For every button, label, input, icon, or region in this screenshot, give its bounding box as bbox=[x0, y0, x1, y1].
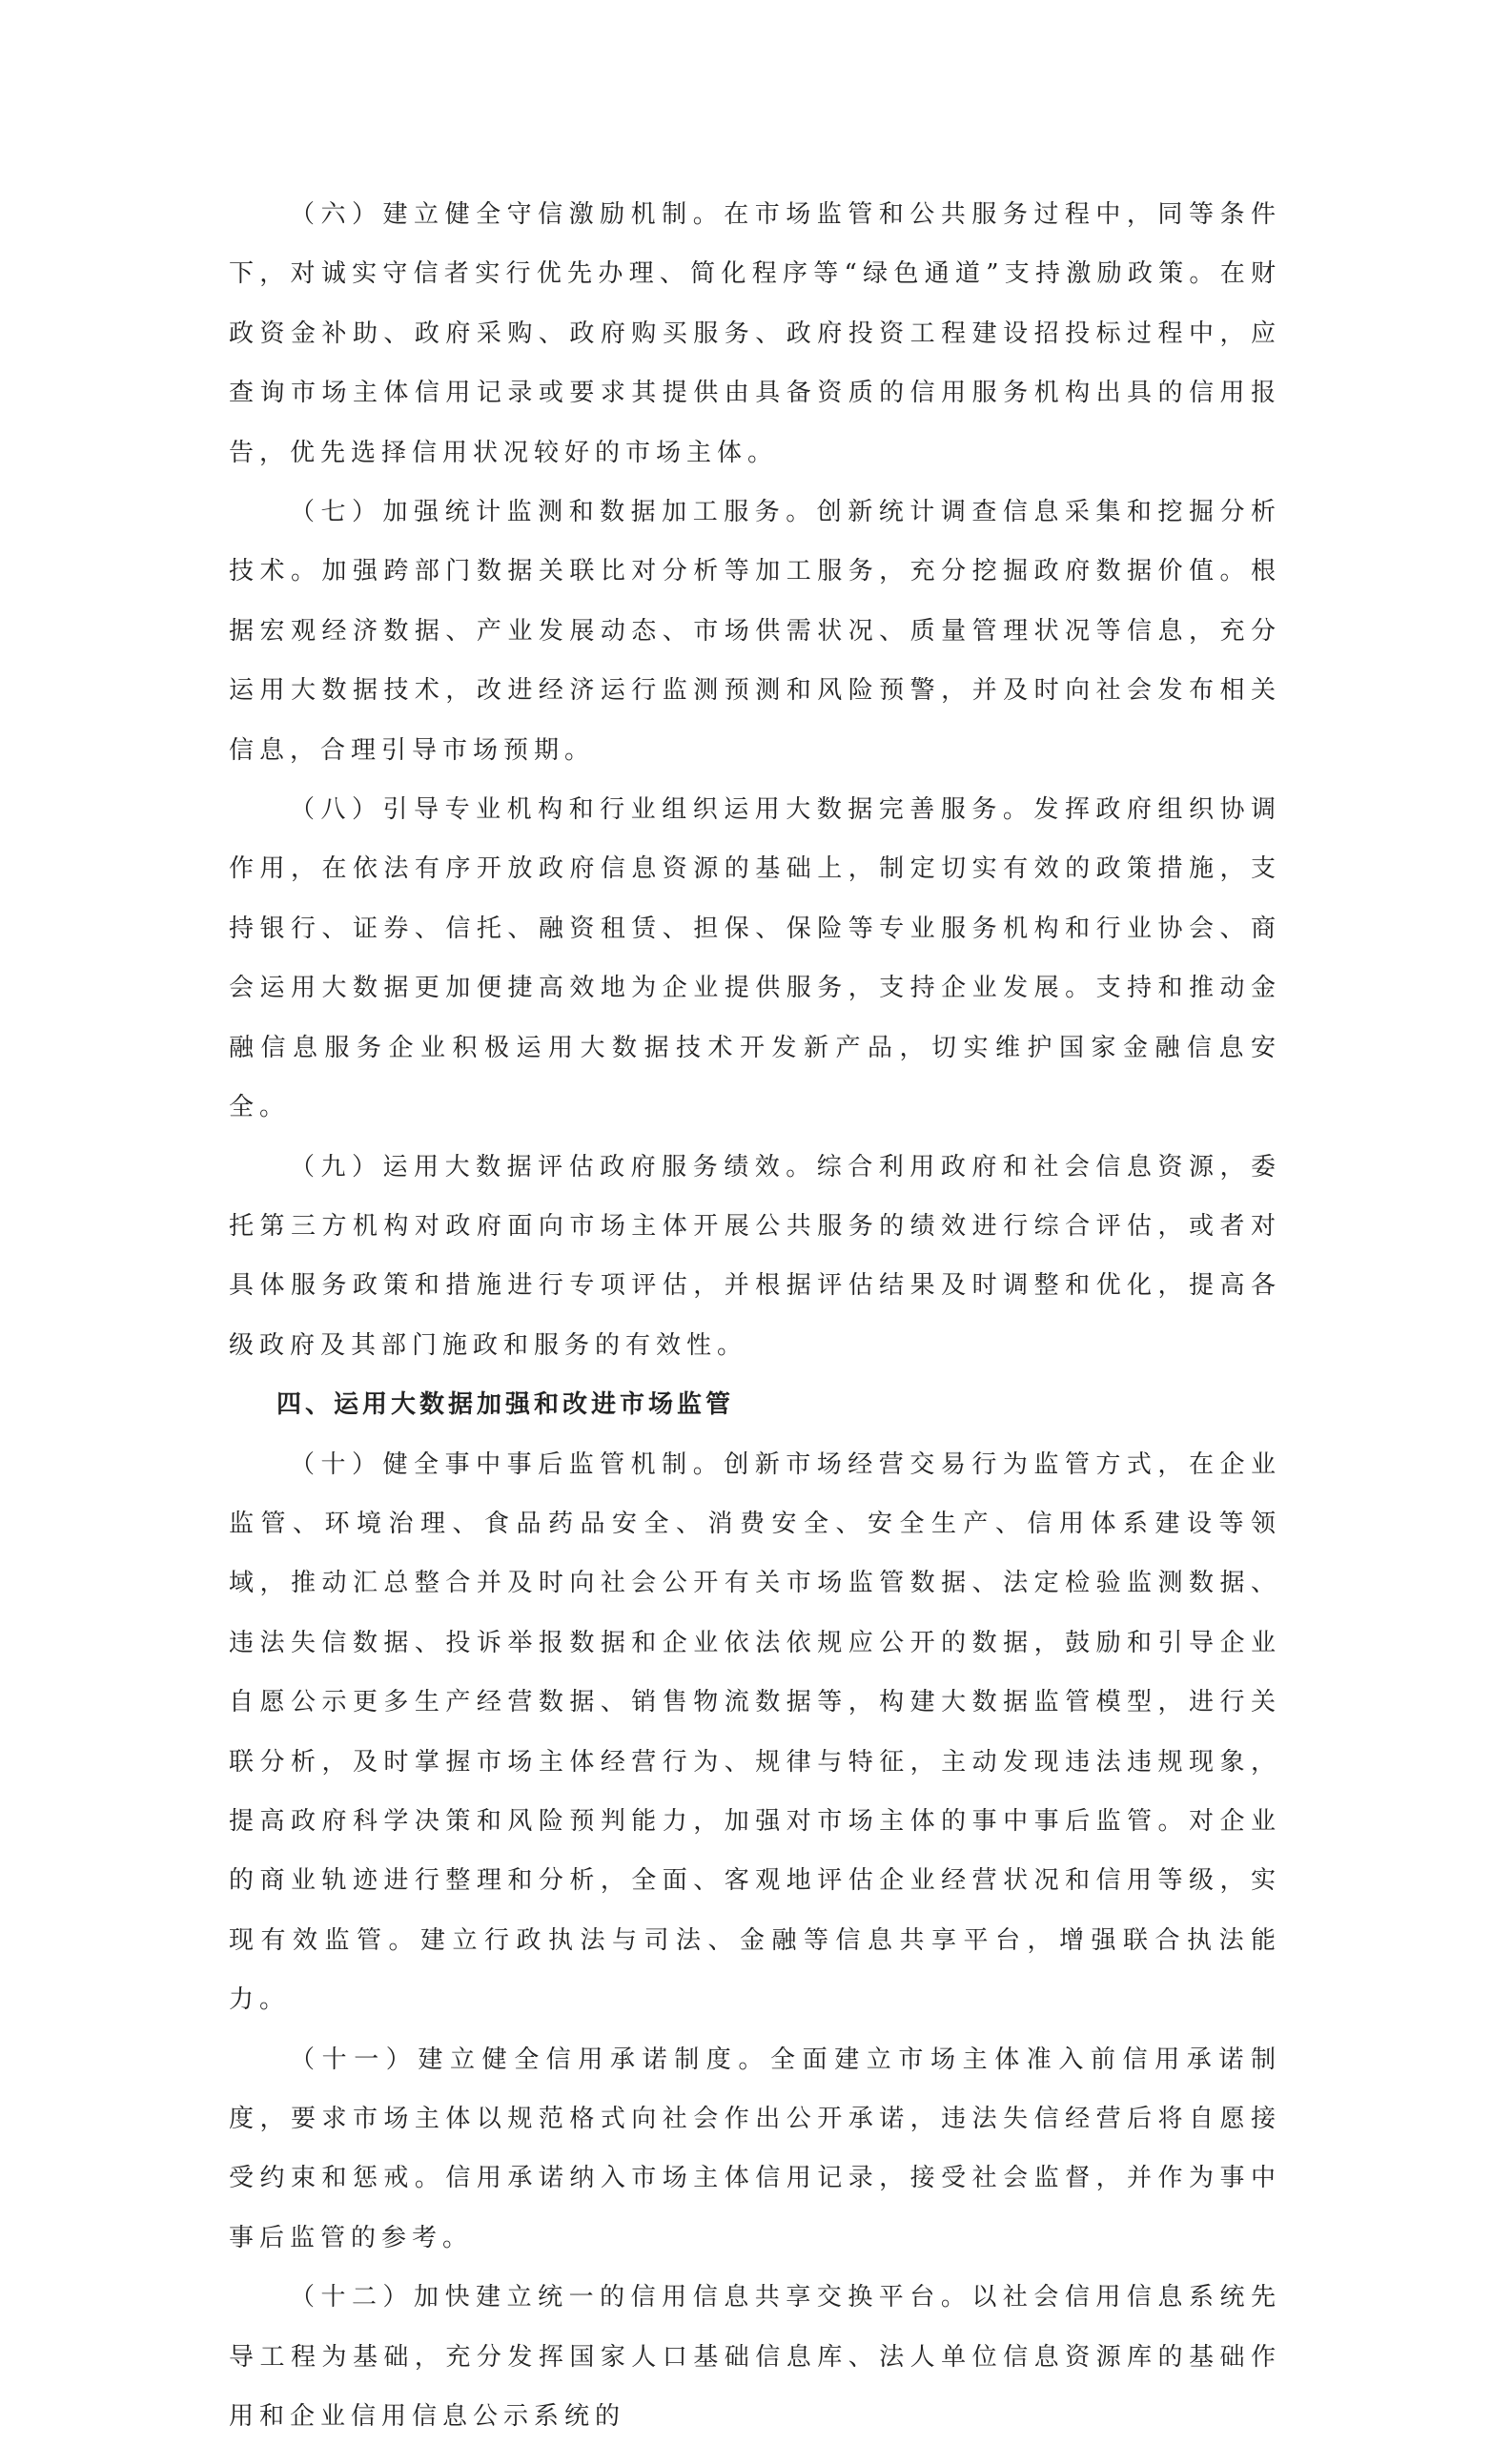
paragraph-9-body: 综合利用政府和社会信息资源，委托第三方机构对政府面向市场主体开展公共服务的绩效进行综合评估，或者对具体服务政策和措施进行专项评估，并根据评估结果及时调整和优化，提高各级政府及其部门施政和服务的有效性。 bbox=[229, 1152, 1281, 1360]
paragraph-9 bbox=[229, 1138, 1281, 1376]
paragraph-6-title: （六）建立健全守信激励机制。 bbox=[290, 200, 725, 229]
paragraph-7-title: （七）加强统计监测和数据加工服务。 bbox=[290, 498, 817, 527]
document-page bbox=[229, 185, 1281, 2446]
paragraph-12-title: （十二）加快建立统一的信用信息共享交换平台。 bbox=[290, 2283, 972, 2312]
paragraph-8-title: （八）引导专业机构和行业组织运用大数据完善服务。 bbox=[290, 795, 1034, 825]
paragraph-7 bbox=[229, 483, 1281, 780]
paragraph-7-body: 创新统计调查信息采集和挖掘分析技术。加强跨部门数据关联比对分析等加工服务，充分挖掘政府数据价值。根据宏观经济数据、产业发展动态、市场供需状况、质量管理状况等信息，充分运用大数据技术，改进经济运行监测预测和风险预警，并及时向社会发布相关信息，合理引导市场预期。 bbox=[229, 498, 1281, 765]
paragraph-6 bbox=[229, 185, 1281, 483]
paragraph-6-body: 在市场监管和公共服务过程中，同等条件下，对诚实守信者实行优先办理、简化程序等“绿色通道”支持激励政策。在财政资金补助、政府采购、政府购买服务、政府投资工程建设招投标过程中，应查询市场主体信用记录或要求其提供由具备资质的信用服务机构出具的信用报告，优先选择信用状况较好的市场主体。 bbox=[229, 200, 1281, 467]
section-heading: 四、运用大数据加强和改进市场监管 bbox=[276, 1390, 735, 1420]
paragraph-12-body: 以社会信用信息系统先导工程为基础，充分发挥国家人口基础信息库、法人单位信息资源库的基础作用和企业信用信息公示系统的 bbox=[229, 2283, 1281, 2432]
paragraph-10-title: （十）健全事中事后监管机制。 bbox=[290, 1449, 725, 1479]
paragraph-12 bbox=[229, 2268, 1281, 2446]
paragraph-9-title: （九）运用大数据评估政府服务绩效。 bbox=[290, 1152, 817, 1182]
paragraph-8-body: 发挥政府组织协调作用，在依法有序开放政府信息资源的基础上，制定切实有效的政策措施，支持银行、证券、信托、融资租赁、担保、保险等专业服务机构和行业协会、商会运用大数据更加便捷高效地为企业提供服务，支持企业发展。支持和推动金融信息服务企业积极运用大数据技术开发新产品，切实维护国家金融信息安全。 bbox=[229, 795, 1281, 1122]
paragraph-11-title: （十一）建立健全信用承诺制度。 bbox=[290, 2045, 770, 2074]
paragraph-11 bbox=[229, 2030, 1281, 2269]
paragraph-10 bbox=[229, 1435, 1281, 2030]
paragraph-11-body: 全面建立市场主体准入前信用承诺制度，要求市场主体以规范格式向社会作出公开承诺，违法失信经营后将自愿接受约束和惩戒。信用承诺纳入市场主体信用记录，接受社会监督，并作为事中事后监管的参考。 bbox=[229, 2045, 1281, 2252]
paragraph-10-body: 创新市场经营交易行为监管方式，在企业监管、环境治理、食品药品安全、消费安全、安全生产、信用体系建设等领域，推动汇总整合并及时向社会公开有关市场监管数据、法定检验监测数据、违法失信数据、投诉举报数据和企业依法依规应公开的数据，鼓励和引导企业自愿公示更多生产经营数据、销售物流数据等，构建大数据监管模型，进行关联分析，及时掌握市场主体经营行为、规律与特征，主动发现违法违规现象，提高政府科学决策和风险预判能力，加强对市场主体的事中事后监管。对企业的商业轨迹进行整理和分析，全面、客观地评估企业经营状况和信用等级，实现有效监管。建立行政执法与司法、金融等信息共享平台，增强联合执法能力。 bbox=[229, 1449, 1281, 2015]
paragraph-8 bbox=[229, 780, 1281, 1137]
